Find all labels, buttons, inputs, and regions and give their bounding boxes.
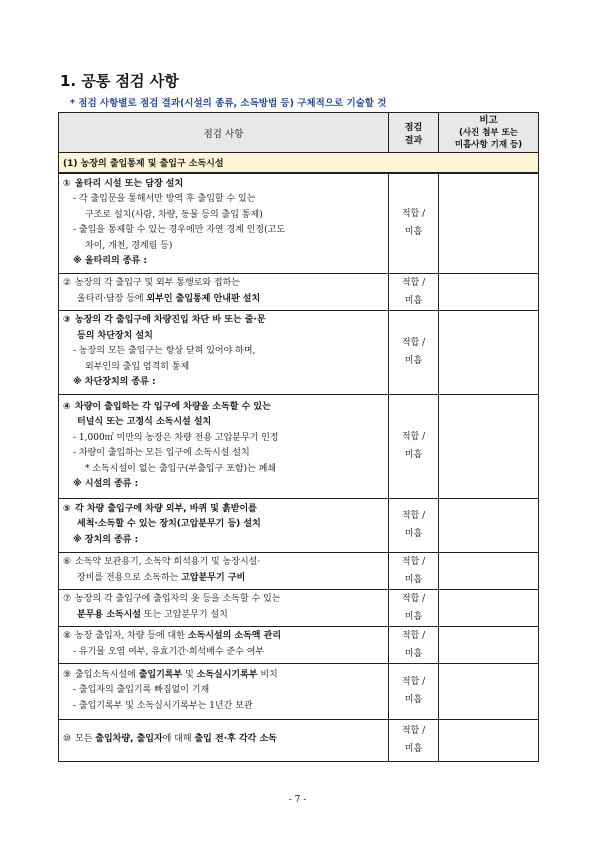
result-text: 적합 / [401,593,426,604]
table-row [59,626,539,663]
table-row [59,552,539,589]
table-row [59,663,539,719]
table-row [59,310,539,394]
item-6-cell [59,552,389,589]
table-row [59,273,539,310]
item-line: 농장 출입자, 차량 등에 대한 [75,631,188,641]
item-line: - 출입을 통제할 수 있는 경우에만 자연 경계 인정(고도 [73,225,286,236]
item-line: 모든 [75,734,96,745]
remarks-cell[interactable] [439,552,539,589]
item-line: 에 대해 [162,734,195,745]
item-line: 소독약 보관용기, 소독약 희석용기 및 농장시설· [75,557,261,567]
item-kind-label: ※ 시설의 종류 : [73,479,139,489]
remarks-cell[interactable] [439,719,539,761]
header-result [389,113,439,153]
result-text: 적합 / [401,338,426,348]
item-heading: 차량이 출입하는 각 입구에 차량을 소독할 수 있는 [75,401,271,412]
item-line: - 차량이 출입하는 모든 입구에 소독시설 설치 [73,448,250,458]
item-line: 차이, 개천, 경계림 등) [85,240,173,251]
remarks-cell[interactable] [439,310,539,394]
remarks-cell[interactable] [439,273,539,310]
item-emphasis: 출입차량, 출입자 [95,734,163,745]
result-text: 미흡 [404,227,423,238]
table-row [59,498,539,552]
item-line: - 1,000㎡ 미만의 농장은 차량 전용 고압분무기 인정 [73,432,279,443]
table-row [59,394,539,498]
item-mark: ④ [63,401,71,412]
result-cell[interactable] [389,394,439,498]
instruction-note: * 점검 사항별로 점검 결과(시설의 종류, 소독방법 등) 구체적으로 기술할 것 [70,98,387,109]
header-result-line1: 점검 [404,122,423,133]
header-remarks-line1: 비고 [479,114,498,126]
result-text: 적합 / [401,726,426,736]
item-line: * 소독시설이 없는 출입구(부출입구 포함)는 폐쇄 [85,463,277,474]
result-cell[interactable] [389,498,439,552]
table-header-row [59,113,539,153]
item-9-cell [59,663,389,719]
section-title: (1) 농장의 출입통제 및 출입구 소독시설 [59,153,539,174]
header-result-line2: 결과 [404,135,423,146]
item-heading: 세척·소독할 수 있는 장치(고압분무기 등) 설치 [77,519,261,530]
item-8-cell [59,626,389,663]
result-text: 미흡 [404,295,423,306]
item-heading: 각 차량 출입구에 차량 외부, 바퀴 및 흙받이를 [75,503,257,514]
result-cell[interactable] [389,626,439,663]
item-line: - 출입자의 출입기록 빠짐없이 기재 [73,685,210,696]
table-row [59,589,539,626]
result-text: 적합 / [401,209,426,220]
page-number: - 7 - [288,795,307,805]
item-line: - 출입기록부 및 소독실시기록부는 1년간 보관 [73,700,253,711]
item-emphasis: 외부인 출입통제 안내판 설치 [146,293,261,304]
header-inspection-item: 점검 사항 [59,113,389,153]
item-mark: ③ [63,315,71,326]
item-mark: ⑨ [63,669,72,680]
item-heading: 농장의 각 출입구에 차량진입 차단 바 또는 줄·문 [75,315,266,326]
result-text: 적합 / [401,511,426,521]
item-mark: ② [63,278,72,288]
item-line: 비치 [257,669,278,680]
result-cell[interactable] [389,552,439,589]
result-text: 미흡 [404,695,423,705]
item-emphasis: 출입 전·후 각각 소독 [194,734,277,745]
result-text: 미흡 [404,611,423,622]
item-emphasis: 소독실시기록부 [196,669,258,680]
item-line: 구조로 설치(사람, 차량, 동물 등의 출입 통제) [85,209,263,220]
item-line: 농장의 각 출입구에 출입자의 옷 등을 소독할 수 있는 [75,594,281,604]
item-10-cell [59,719,389,761]
result-text: 미흡 [404,450,423,460]
item-line: - 유기물 오염 여부, 유효기간·희석배수 준수 여부 [73,646,265,657]
remarks-cell[interactable] [439,626,539,663]
result-cell[interactable] [389,719,439,761]
item-heading: 터널식 또는 고정식 소독시설 설치 [77,417,212,427]
item-emphasis: 출입기록부 [138,669,183,680]
header-remarks [439,113,539,153]
item-1-cell [59,173,389,273]
item-kind-label: ※ 장치의 종류 : [73,534,139,545]
result-cell[interactable] [389,663,439,719]
result-cell[interactable] [389,589,439,626]
item-emphasis: 고압분무기 구비 [181,572,246,583]
item-mark: ⑥ [63,557,72,567]
result-text: 적합 / [401,556,426,567]
header-remarks-line2: (사진 첨부 또는 [458,127,519,138]
remarks-cell[interactable] [439,663,539,719]
item-line: 농장의 각 출입구 및 외부 통행로와 접하는 [75,278,240,288]
result-cell[interactable] [389,173,439,273]
item-line: - 농장의 모든 출입구는 항상 닫혀 있어야 하며, [73,346,256,357]
remarks-cell[interactable] [439,394,539,498]
item-heading: 등의 차단장치 설치 [77,330,153,341]
result-text: 미흡 [404,529,423,539]
section-row [59,153,539,174]
item-kind-label: ※ 차단장치의 종류 : [73,377,156,388]
item-heading: 울타리 시설 또는 담장 설치 [75,178,184,189]
result-text: 미흡 [404,574,423,585]
item-mark: ⑤ [63,503,71,514]
item-emphasis: 분무용 소독시설 [77,609,141,620]
item-line: - 각 출입문을 통해서만 방역 후 출입할 수 있는 [73,194,256,205]
result-text: 적합 / [401,677,426,687]
remarks-cell[interactable] [439,589,539,626]
item-mark: ⑧ [63,631,72,641]
item-4-cell [59,394,389,498]
item-kind-label: ※ 울타리의 종류 : [73,256,147,267]
item-7-cell [59,589,389,626]
item-line: 출입소독시설에 [75,669,139,680]
item-line: 울타리·담장 등에 [77,293,147,304]
remarks-cell[interactable] [439,173,539,273]
result-text: 미흡 [404,356,423,366]
inspection-table [58,112,539,762]
result-cell[interactable] [389,310,439,394]
item-line: 또는 고압분무기 설치 [141,609,228,620]
item-line: 및 [182,669,197,680]
item-mark: ⑦ [63,594,72,604]
result-text: 적합 / [401,432,426,442]
table-row [59,173,539,273]
item-line: 장비를 전용으로 소독하는 [77,572,182,583]
result-text: 적합 / [401,630,426,641]
header-remarks-line3: 미흡사항 기재 등) [454,139,523,150]
item-emphasis: 소독시설의 소독액 관리 [187,631,282,641]
result-text: 미흡 [404,744,423,754]
item-mark: ① [63,178,71,189]
result-cell[interactable] [389,273,439,310]
item-5-cell [59,498,389,552]
table-row [59,719,539,761]
remarks-cell[interactable] [439,498,539,552]
item-2-cell [59,273,389,310]
item-3-cell [59,310,389,394]
page-title: 1. 공통 점검 사항 [60,72,179,90]
result-text: 적합 / [401,277,426,288]
item-line: 외부인의 출입 엄격히 통제 [85,361,190,372]
item-mark: ⑩ [63,734,72,745]
result-text: 미흡 [404,648,423,659]
